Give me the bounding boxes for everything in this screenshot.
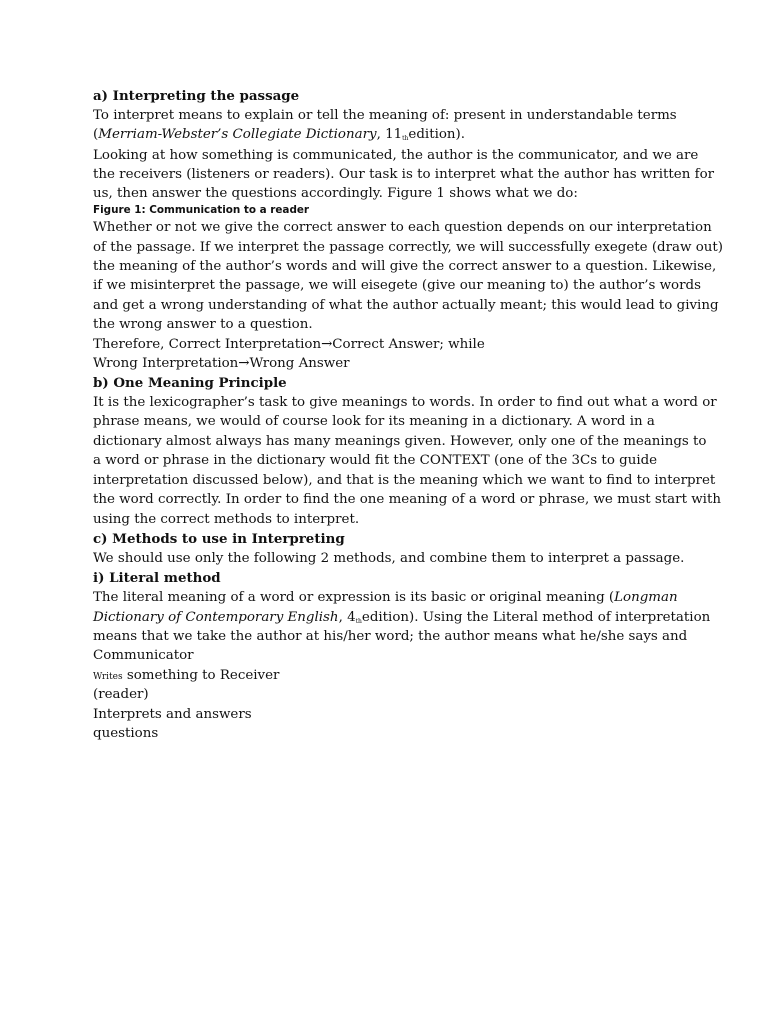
paragraph-line: the receivers (listeners or readers). Our task is to interpret what the author has written for [93,167,715,182]
paragraph-line: Wrong Interpretation→Wrong Answer [93,356,350,371]
paragraph-line: It is the lexicographer’s task to give meanings to words. In order to find out what a word or [93,395,717,410]
figure-reader-label: (reader) [93,687,149,702]
paragraph-line: a word or phrase in the dictionary would fit the CONTEXT (one of the 3Cs to guide [93,453,658,468]
citation-dictionary-title: Dictionary of Contemporary English [93,610,339,625]
paragraph-line: We should use only the following 2 methods, and combine them to interpret a passage. [93,551,685,566]
edition-number: , 11 [376,127,403,142]
citation-longman: Longman [614,590,678,605]
paragraph-line: dictionary almost always has many meanings given. However, only one of the meanings to [93,434,707,449]
heading-literal-method: i) Literal method [93,570,221,586]
paragraph-line: phrase means, we would of course look for its meaning in a dictionary. A word in a [93,414,655,429]
figure-interprets-label: Interprets and answers [93,707,252,722]
paragraph-line: interpretation discussed below), and that is the meaning which we want to find to interpret [93,473,716,488]
paren-open: ( [93,127,99,142]
heading-interpreting-the-passage: a) Interpreting the passage [93,88,300,104]
figure-writes-label: Writes [93,672,123,682]
citation-merriam-webster: Merriam-Webster’s Collegiate Dictionary [98,127,377,142]
edition-number: , 4 [338,610,356,625]
paragraph-line: the wrong answer to a question. [93,317,313,332]
paragraph-line [93,588,678,608]
paragraph-line: Therefore, Correct Interpretation→Correct Answer; while [93,337,485,352]
paragraph-line: the meaning of the author’s words and will give the correct answer to a question. Likewise, [93,259,717,274]
edition-suffix: th [402,135,409,142]
paragraph-line: and get a wrong understanding of what the author actually meant; this would lead to giving [93,298,719,313]
heading-methods-to-use: c) Methods to use in Interpreting [93,531,345,547]
edition-word: edition). [408,127,466,142]
paragraph-line: using the correct methods to interpret. [93,512,360,527]
definition-line-1: To interpret means to explain or tell the meaning of: present in understandable terms [93,108,677,123]
paragraph-line: the word correctly. In order to find the one meaning of a word or phrase, we must start with [93,492,721,507]
paragraph-line: us, then answer the questions accordingly. Figure 1 shows what we do: [93,186,578,201]
heading-one-meaning-principle: b) One Meaning Principle [93,375,287,391]
paragraph-line: means that we take the author at his/her word; the author means what he/she says and [93,629,688,644]
figure-receiver-label: something to Receiver [122,668,280,683]
literal-text: edition). Using the Literal method of interpretation [361,610,711,625]
figure-caption: Figure 1: Communication to a reader [93,204,310,216]
paragraph-line: of the passage. If we interpret the passage correctly, we will successfully exegete (draw out) [93,240,724,255]
paragraph-line: Whether or not we give the correct answer to each question depends on our interpretation [93,220,712,235]
paragraph-line: Looking at how something is communicated, the author is the communicator, and we are [93,148,699,163]
figure-questions-label: questions [93,726,159,741]
paragraph-line: if we misinterpret the passage, we will eisegete (give our meaning to) the author’s words [93,278,701,293]
edition-suffix: th [355,618,362,625]
definition-line-2 [93,125,465,149]
literal-text: The literal meaning of a word or expression is its basic or original meaning ( [93,590,615,605]
figure-communicator-label: Communicator [93,648,194,663]
